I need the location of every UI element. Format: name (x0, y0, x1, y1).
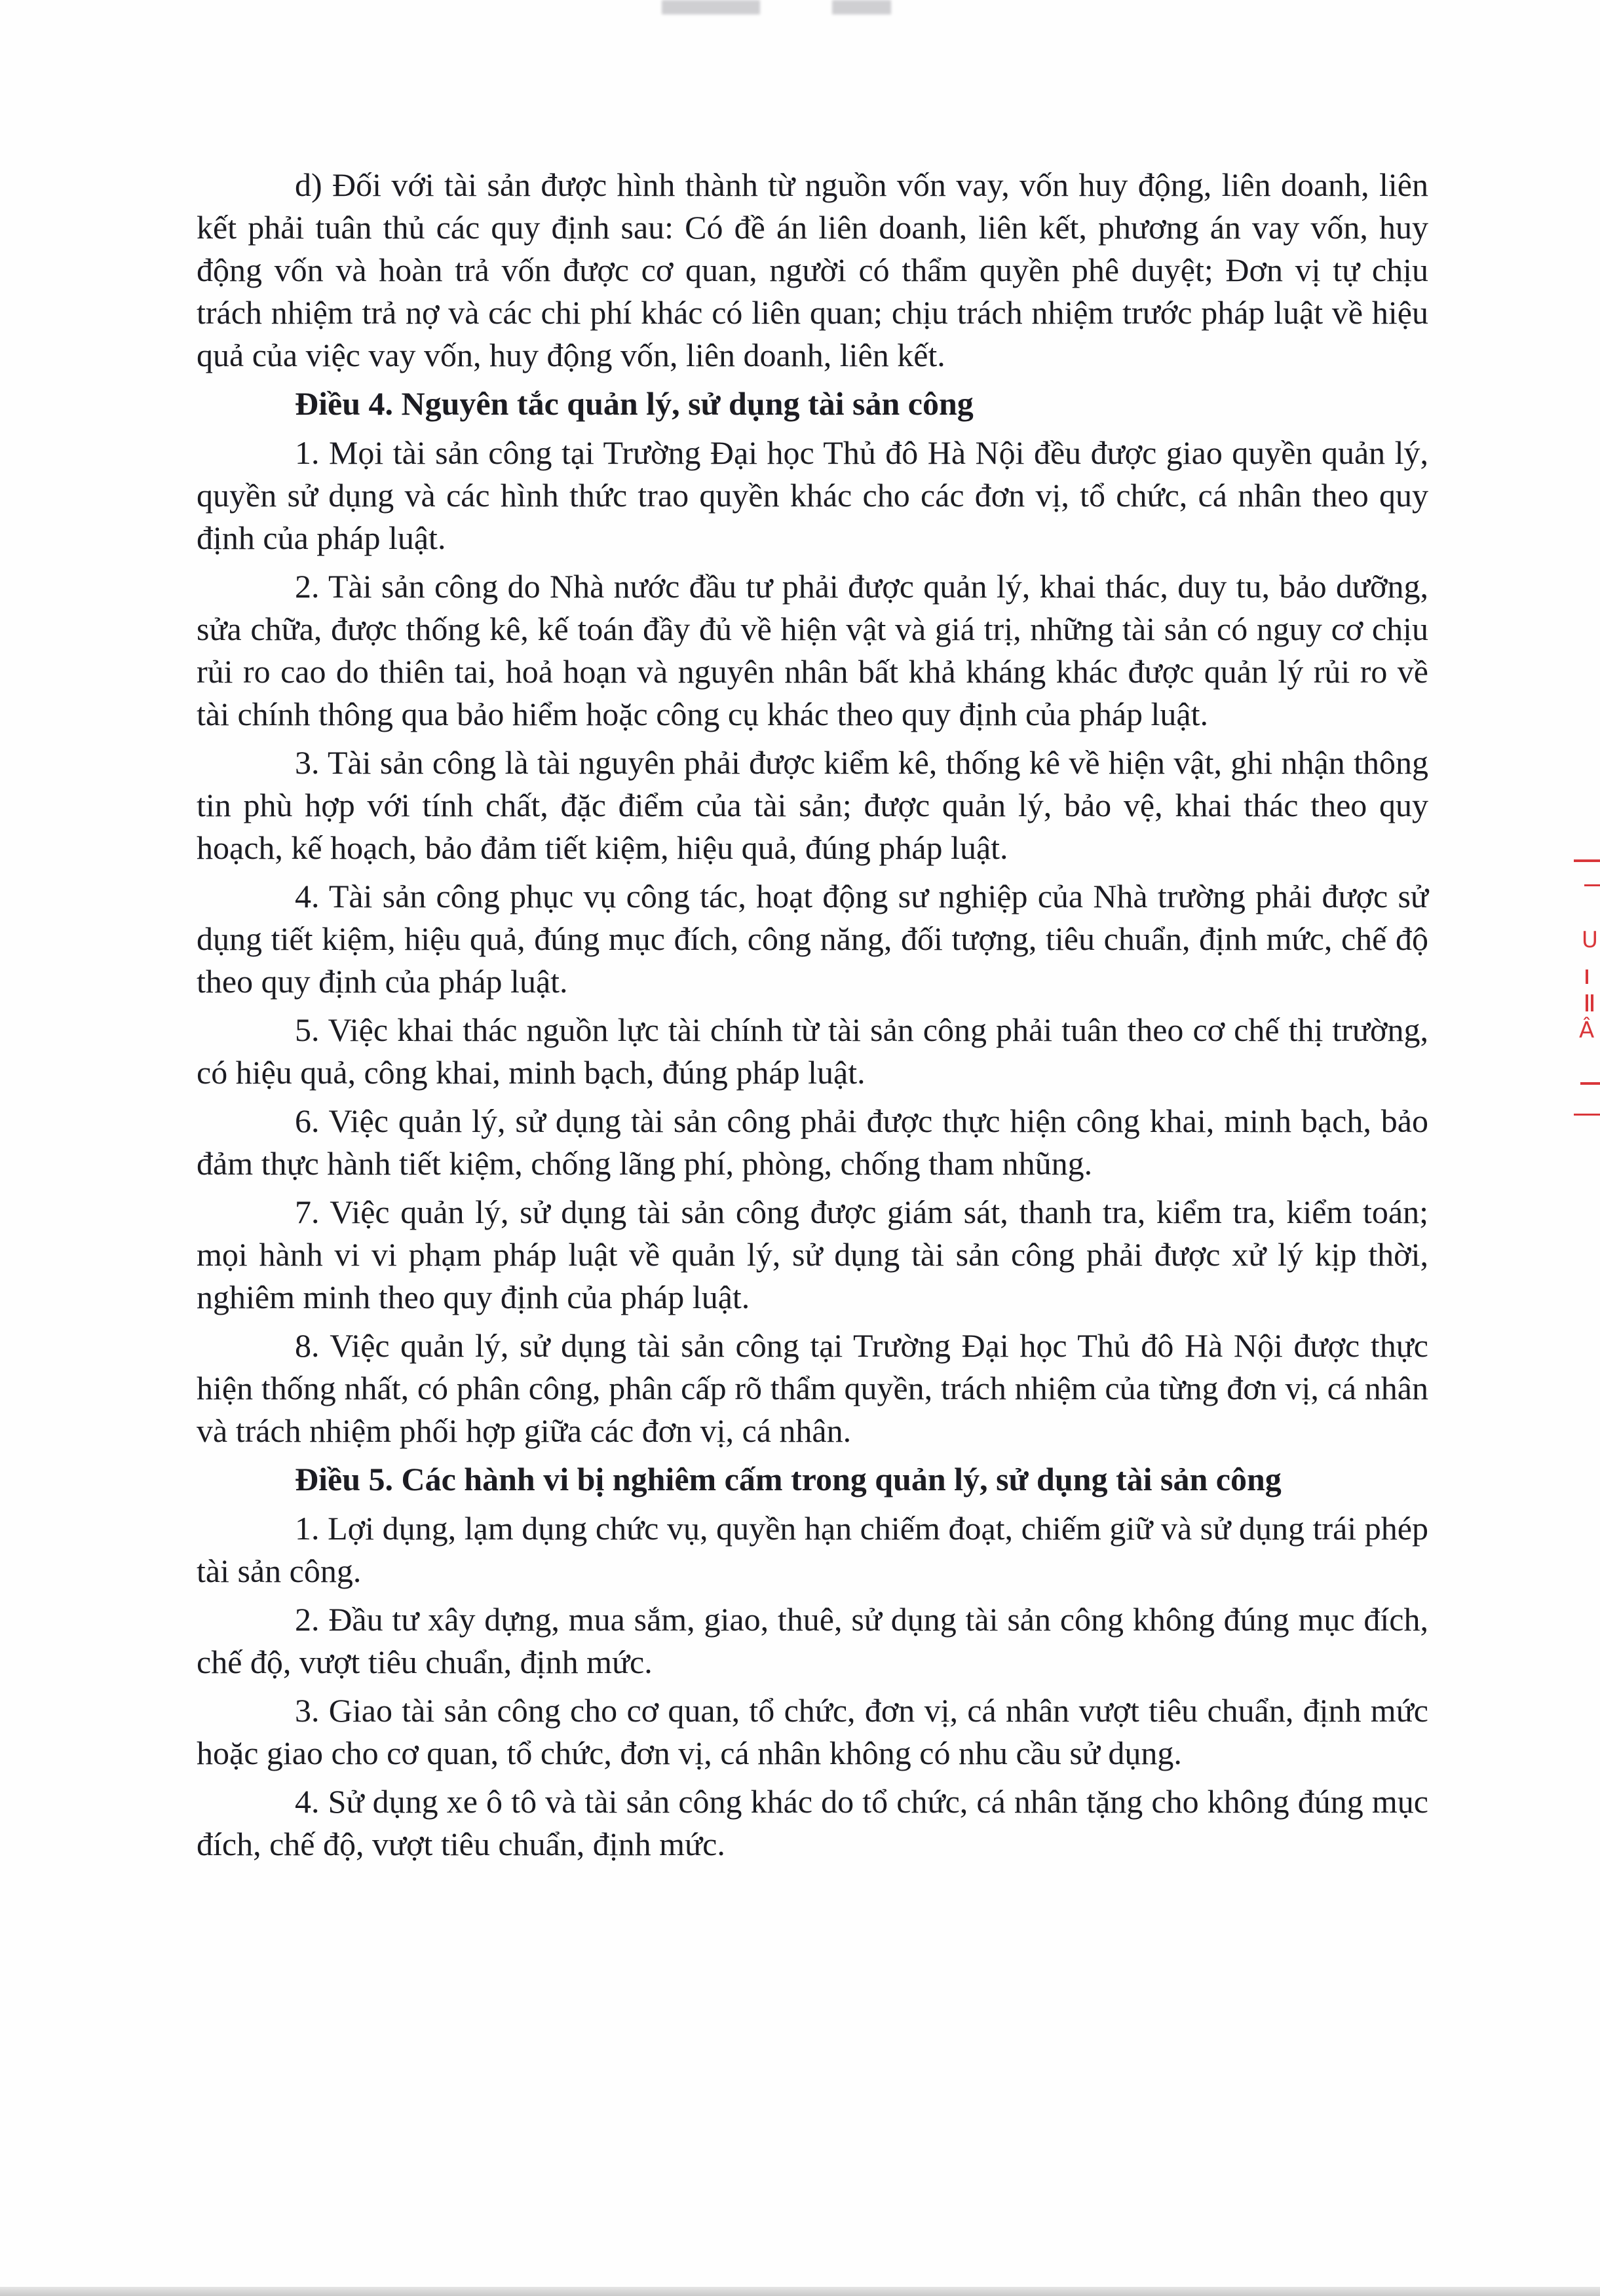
stamp-dash (1574, 859, 1600, 862)
stamp-letter: Â (1579, 1017, 1595, 1044)
article-4-clause-8: 8. Việc quản lý, sử dụng tài sản công tại Trường Đại học Thủ đô Hà Nội được thực hiện thống nhất, có phân công, phân cấp rõ thẩm quyền, trách nhiệm của từng đơn vị, cá nhân và trách nhiệm phối hợp giữa các đơn vị, cá nhân. (197, 1327, 1428, 1449)
article-4-clause-4: 4. Tài sản công phục vụ công tác, hoạt động sư nghiệp của Nhà trường phải được sử dụng tiết kiệm, hiệu quả, đúng mục đích, công năng, đối tượng, tiêu chuẩn, định mức, chế độ theo quy định của pháp luật. (197, 878, 1428, 1000)
article-4-clause-5: 5. Việc khai thác nguồn lực tài chính từ tài sản công phải tuân theo cơ chế thị trường, có hiệu quả, công khai, minh bạch, đúng pháp luật. (197, 1011, 1428, 1091)
stamp-dash (1584, 884, 1600, 886)
scan-smudge (662, 0, 760, 14)
stamp-letter: U (1582, 927, 1598, 953)
article-4-clause-2: 2. Tài sản công do Nhà nước đầu tư phải được quản lý, khai thác, duy tu, bảo dưỡng, sửa chữa, được thống kê, kế toán đầy đủ về hiện vật và giá trị, những tài sản có nguy cơ chịu rủi ro cao do thiên tai, hoả hoạn và nguyên nhân bất khả kháng khác được quản lý rủi ro về tài chính thông qua bảo hiểm hoặc công cụ khác theo quy định của pháp luật. (197, 568, 1428, 732)
stamp-dash (1591, 994, 1593, 1011)
article-4-clause-6: 6. Việc quản lý, sử dụng tài sản công phải được thực hiện công khai, minh bạch, bảo đảm thực hành tiết kiệm, chống lãng phí, phòng, chống tham nhũng. (197, 1102, 1428, 1182)
article-5-heading: Điều 5. Các hành vi bị nghiêm cấm trong quản lý, sử dụng tài sản công (295, 1461, 1282, 1497)
article-5-clause-4: 4. Sử dụng xe ô tô và tài sản công khác do tổ chức, cá nhân tặng cho không đúng mục đích, chế độ, vượt tiêu chuẩn, định mức. (197, 1783, 1428, 1862)
scan-smudge (832, 0, 891, 14)
article-5-clause-1: 1. Lợi dụng, lạm dụng chức vụ, quyền hạn chiếm đoạt, chiếm giữ và sử dụng trái phép tài sản công. (197, 1510, 1428, 1589)
article-5-clause-2: 2. Đầu tư xây dựng, mua sắm, giao, thuê, sử dụng tài sản công không đúng mục đích, chế độ, vượt tiêu chuẩn, định mức. (197, 1601, 1428, 1680)
stamp-dash (1580, 1082, 1600, 1085)
document-body (197, 164, 1428, 1872)
article-4-clause-1: 1. Mọi tài sản công tại Trường Đại học Thủ đô Hà Nội đều được giao quyền quản lý, quyền sử dụng và các hình thức trao quyền khác cho các đơn vị, tổ chức, cá nhân theo quy định của pháp luật. (197, 434, 1428, 556)
article-4-heading: Điều 4. Nguyên tắc quản lý, sử dụng tài sản công (295, 385, 974, 422)
stamp-dash (1574, 1114, 1600, 1116)
article-4-clause-7: 7. Việc quản lý, sử dụng tài sản công được giám sát, thanh tra, kiểm tra, kiểm toán; mọi hành vi vi phạm pháp luật về quản lý, sử dụng tài sản công phải được xử lý kịp thời, nghiêm minh theo quy định của pháp luật. (197, 1194, 1428, 1315)
scan-bottom-edge (0, 2287, 1600, 2296)
paragraph-asset-loan-capital: d) Đối với tài sản được hình thành từ nguồn vốn vay, vốn huy động, liên doanh, liên kết phải tuân thủ các quy định sau: Có đề án liên doanh, liên kết, phương án vay vốn, huy động vốn và hoàn trả vốn được cơ quan, người có thẩm quyền phê duyệt; Đơn vị tự chịu trách nhiệm trả nợ và các chi phí khác có liên quan; chịu trách nhiệm trước pháp luật về hiệu quả của việc vay vốn, huy động vốn, liên doanh, liên kết. (197, 166, 1428, 373)
stamp-dash (1586, 994, 1588, 1011)
article-5-clause-3: 3. Giao tài sản công cho cơ quan, tổ chức, đơn vị, cá nhân vượt tiêu chuẩn, định mức hoặc giao cho cơ quan, tổ chức, đơn vị, cá nhân không có nhu cầu sử dụng. (197, 1692, 1428, 1771)
article-4-clause-3: 3. Tài sản công là tài nguyên phải được kiểm kê, thống kê về hiện vật, ghi nhận thông tin phù hợp với tính chất, đặc điểm của tài sản; được quản lý, bảo vệ, khai thác theo quy hoạch, kế hoạch, bảo đảm tiết kiệm, hiệu quả, đúng pháp luật. (197, 744, 1428, 866)
stamp-dash (1586, 969, 1588, 984)
